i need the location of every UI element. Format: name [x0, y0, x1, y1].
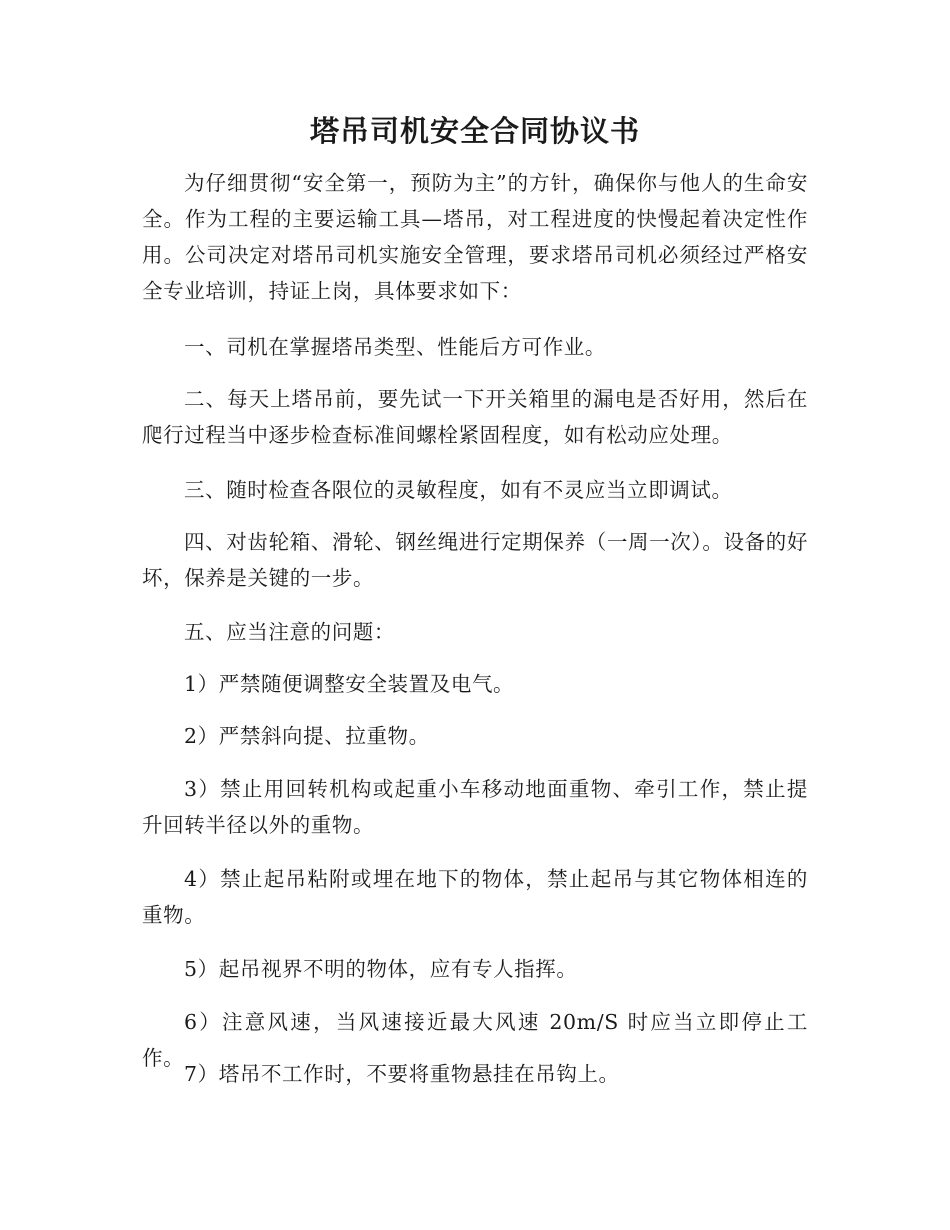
rule-4: 4）禁止起吊粘附或埋在地下的物体，禁止起吊与其它物体相连的重物。: [142, 867, 808, 927]
intro-paragraph: 为仔细贯彻“安全第一，预防为主”的方针，确保你与他人的生命安 全。作为工程的主要运输工具—塔吊，对工程进度的快慢起着决定性作用。公司决定对塔吊司机实施安全管理，要求塔吊司机必须经过严格安全专业培训，持证上岗，具体要求如下：: [142, 171, 808, 303]
clause-1: 一、司机在掌握塔吊类型、性能后方可作业。: [184, 335, 606, 359]
clause-2: 二、每天上塔吊前，要先试一下开关箱里的漏电是否好用，然后在爬行过程当中逐步检查标准间螺栓紧固程度，如有松动应处理。: [142, 387, 808, 447]
clause-5-heading: 五、应当注意的问题：: [184, 620, 395, 644]
document-title: 塔吊司机安全合同协议书: [309, 114, 640, 148]
rule-2: 2）严禁斜向提、拉重物。: [184, 724, 430, 748]
rule-7: 7）塔吊不工作时，不要将重物悬挂在吊钩上。: [184, 1062, 620, 1086]
clause-4: 四、对齿轮箱、滑轮、钢丝绳进行定期保养（一周一次）。设备的好坏，保养是关键的一步。: [142, 530, 808, 590]
clause-3: 三、随时检查各限位的灵敏程度，如有不灵应当立即调试。: [184, 478, 733, 502]
rule-3: 3）禁止用回转机构或起重小车移动地面重物、牵引工作，禁止提升回转半径以外的重物。: [142, 777, 808, 837]
rule-5: 5）起吊视界不明的物体，应有专人指挥。: [184, 957, 578, 981]
rule-1: 1）严禁随便调整安全装置及电气。: [184, 672, 515, 696]
rule-6: 6）注意风速，当风速接近最大风速 20m/S 时应当立即停止工作。: [142, 1010, 808, 1070]
